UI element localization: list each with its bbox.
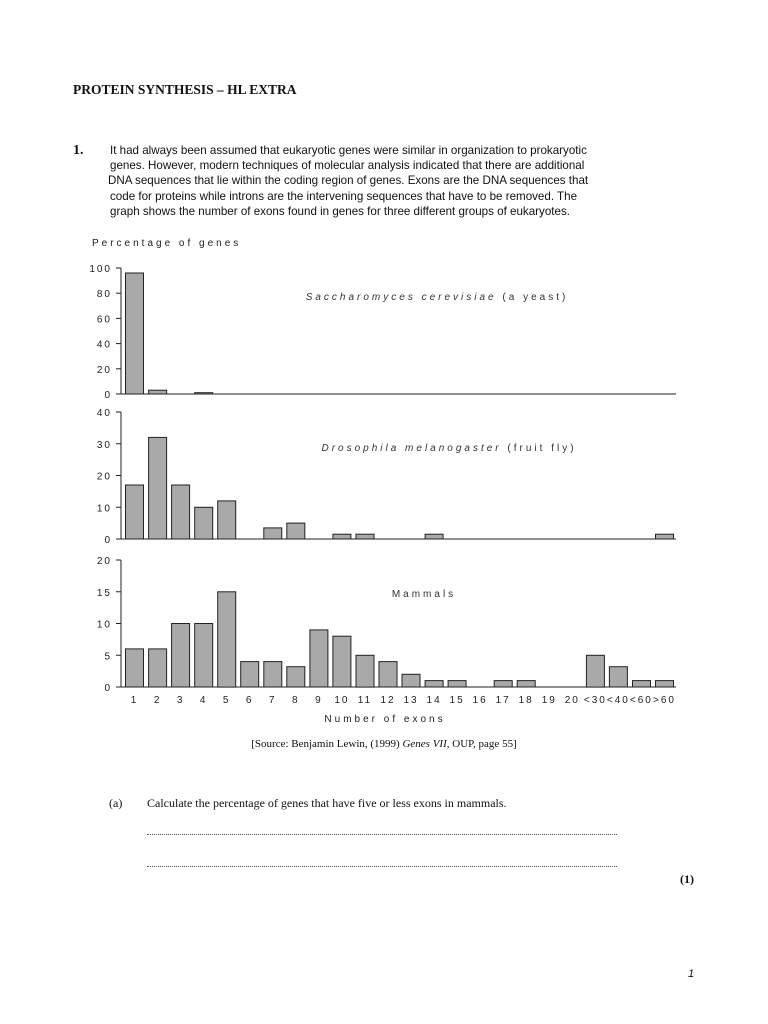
bar bbox=[218, 501, 236, 539]
x-tick-label: 17 bbox=[495, 695, 511, 706]
x-tick-label: 13 bbox=[403, 695, 419, 706]
part-a-question: Calculate the percentage of genes that have five or less exons in mammals. bbox=[147, 796, 507, 810]
intro-line: graph shows the number of exons found in genes for three different groups of eukaryotes. bbox=[110, 204, 570, 218]
y-tick-label: 20 bbox=[96, 556, 112, 567]
y-tick-label: 40 bbox=[96, 408, 112, 419]
bar bbox=[494, 681, 512, 687]
panel-label bbox=[306, 292, 569, 303]
bar bbox=[195, 624, 213, 688]
panel-label-common: Mammals bbox=[391, 589, 457, 600]
panel-label bbox=[392, 589, 456, 600]
x-tick-label: 5 bbox=[222, 695, 231, 706]
panel-label-common: (a yeast) bbox=[496, 292, 569, 303]
answer-line[interactable] bbox=[147, 866, 617, 867]
x-tick-label: <60 bbox=[629, 695, 653, 706]
x-tick-label: 11 bbox=[357, 695, 373, 706]
bar bbox=[126, 485, 144, 539]
y-tick-label: 5 bbox=[104, 651, 112, 663]
x-tick-label: 15 bbox=[449, 695, 465, 706]
bar bbox=[517, 681, 535, 687]
intro-line: It had always been assumed that eukaryotic genes were similar in organization to prokaryotic bbox=[110, 144, 587, 157]
bar bbox=[149, 649, 167, 687]
y-tick-label: 0 bbox=[104, 390, 112, 401]
y-tick-label: 10 bbox=[96, 503, 112, 515]
bar bbox=[126, 649, 144, 687]
answer-line[interactable] bbox=[147, 834, 617, 835]
part-a-label: (a) bbox=[109, 796, 123, 810]
bar bbox=[356, 534, 374, 539]
bar bbox=[172, 624, 190, 688]
bar bbox=[287, 667, 305, 687]
y-tick-label: 60 bbox=[96, 314, 112, 326]
bar bbox=[656, 534, 674, 539]
x-tick-label: >60 bbox=[653, 695, 676, 706]
y-tick-label: 40 bbox=[96, 339, 112, 351]
y-tick-label: 20 bbox=[96, 471, 112, 483]
bar bbox=[195, 393, 213, 394]
bar bbox=[425, 534, 443, 539]
x-tick-label: 4 bbox=[199, 695, 208, 706]
bar bbox=[333, 534, 351, 539]
bar bbox=[333, 636, 351, 687]
panel-label-species: Drosophila melanogaster bbox=[321, 443, 502, 454]
bar bbox=[241, 662, 259, 687]
source-suffix: , OUP, page 55] bbox=[446, 738, 517, 750]
x-tick-label: 9 bbox=[315, 695, 323, 706]
x-tick-label: 10 bbox=[334, 695, 350, 706]
bar bbox=[126, 273, 144, 394]
bar bbox=[172, 485, 190, 539]
x-tick-label: <30 bbox=[583, 695, 607, 706]
x-tick-label: <40 bbox=[606, 695, 630, 706]
bar bbox=[402, 674, 420, 687]
x-tick-label: 7 bbox=[269, 695, 277, 706]
x-tick-label: 3 bbox=[176, 695, 185, 706]
bar bbox=[287, 523, 305, 539]
y-tick-label: 0 bbox=[104, 535, 112, 546]
y-tick-label: 100 bbox=[89, 264, 112, 275]
y-tick-label: 80 bbox=[96, 289, 112, 301]
bar bbox=[609, 667, 627, 687]
bar bbox=[656, 681, 674, 687]
x-tick-label: 8 bbox=[292, 695, 300, 706]
source-book-title: Genes VII bbox=[402, 738, 447, 750]
x-tick-label: 6 bbox=[245, 695, 254, 706]
x-tick-label: 19 bbox=[541, 695, 557, 706]
marks-label: (1) bbox=[680, 872, 694, 886]
bar bbox=[195, 507, 213, 539]
intro-line: DNA sequences that lie within the coding region of genes. Exons are the DNA sequences that bbox=[108, 174, 589, 188]
panel-label bbox=[321, 443, 576, 454]
x-tick-label: 1 bbox=[130, 695, 139, 706]
intro-line: code for proteins while introns are the intervening sequences that have to be removed. The bbox=[110, 189, 578, 203]
x-tick-label: 14 bbox=[426, 695, 442, 706]
y-tick-label: 10 bbox=[96, 619, 112, 631]
bar bbox=[425, 681, 443, 687]
bar bbox=[633, 681, 651, 687]
y-axis-label: Percentage of genes bbox=[92, 238, 242, 249]
bar bbox=[264, 528, 282, 539]
bar bbox=[149, 390, 167, 394]
bar bbox=[356, 655, 374, 687]
bar bbox=[218, 592, 236, 687]
bar bbox=[448, 681, 466, 687]
bar bbox=[379, 662, 397, 687]
y-tick-label: 30 bbox=[96, 439, 112, 451]
bar bbox=[149, 437, 167, 539]
bar bbox=[310, 630, 328, 687]
source-prefix: [Source: Benjamin Lewin, (1999) bbox=[251, 738, 403, 750]
page-number: 1 bbox=[688, 968, 695, 980]
y-tick-label: 15 bbox=[96, 587, 112, 599]
panel-label-species: Saccharomyces cerevisiae bbox=[305, 292, 497, 303]
x-tick-label: 2 bbox=[153, 695, 162, 706]
y-tick-label: 20 bbox=[96, 364, 112, 376]
page-title: PROTEIN SYNTHESIS – HL EXTRA bbox=[73, 82, 297, 97]
question-number: 1. bbox=[73, 143, 84, 158]
x-tick-label: 20 bbox=[564, 695, 580, 706]
x-tick-label: 16 bbox=[472, 695, 488, 706]
intro-line: genes. However, modern techniques of molecular analysis indicated that there are additional bbox=[110, 159, 585, 173]
bar bbox=[586, 655, 604, 687]
x-axis-label: Number of exons bbox=[324, 714, 446, 725]
y-tick-label: 0 bbox=[104, 683, 112, 694]
panel-label-common: (fruit fly) bbox=[501, 443, 577, 454]
source-citation bbox=[0, 738, 768, 750]
x-tick-label: 18 bbox=[518, 695, 534, 706]
x-tick-label: 12 bbox=[380, 695, 396, 706]
bar bbox=[264, 662, 282, 687]
